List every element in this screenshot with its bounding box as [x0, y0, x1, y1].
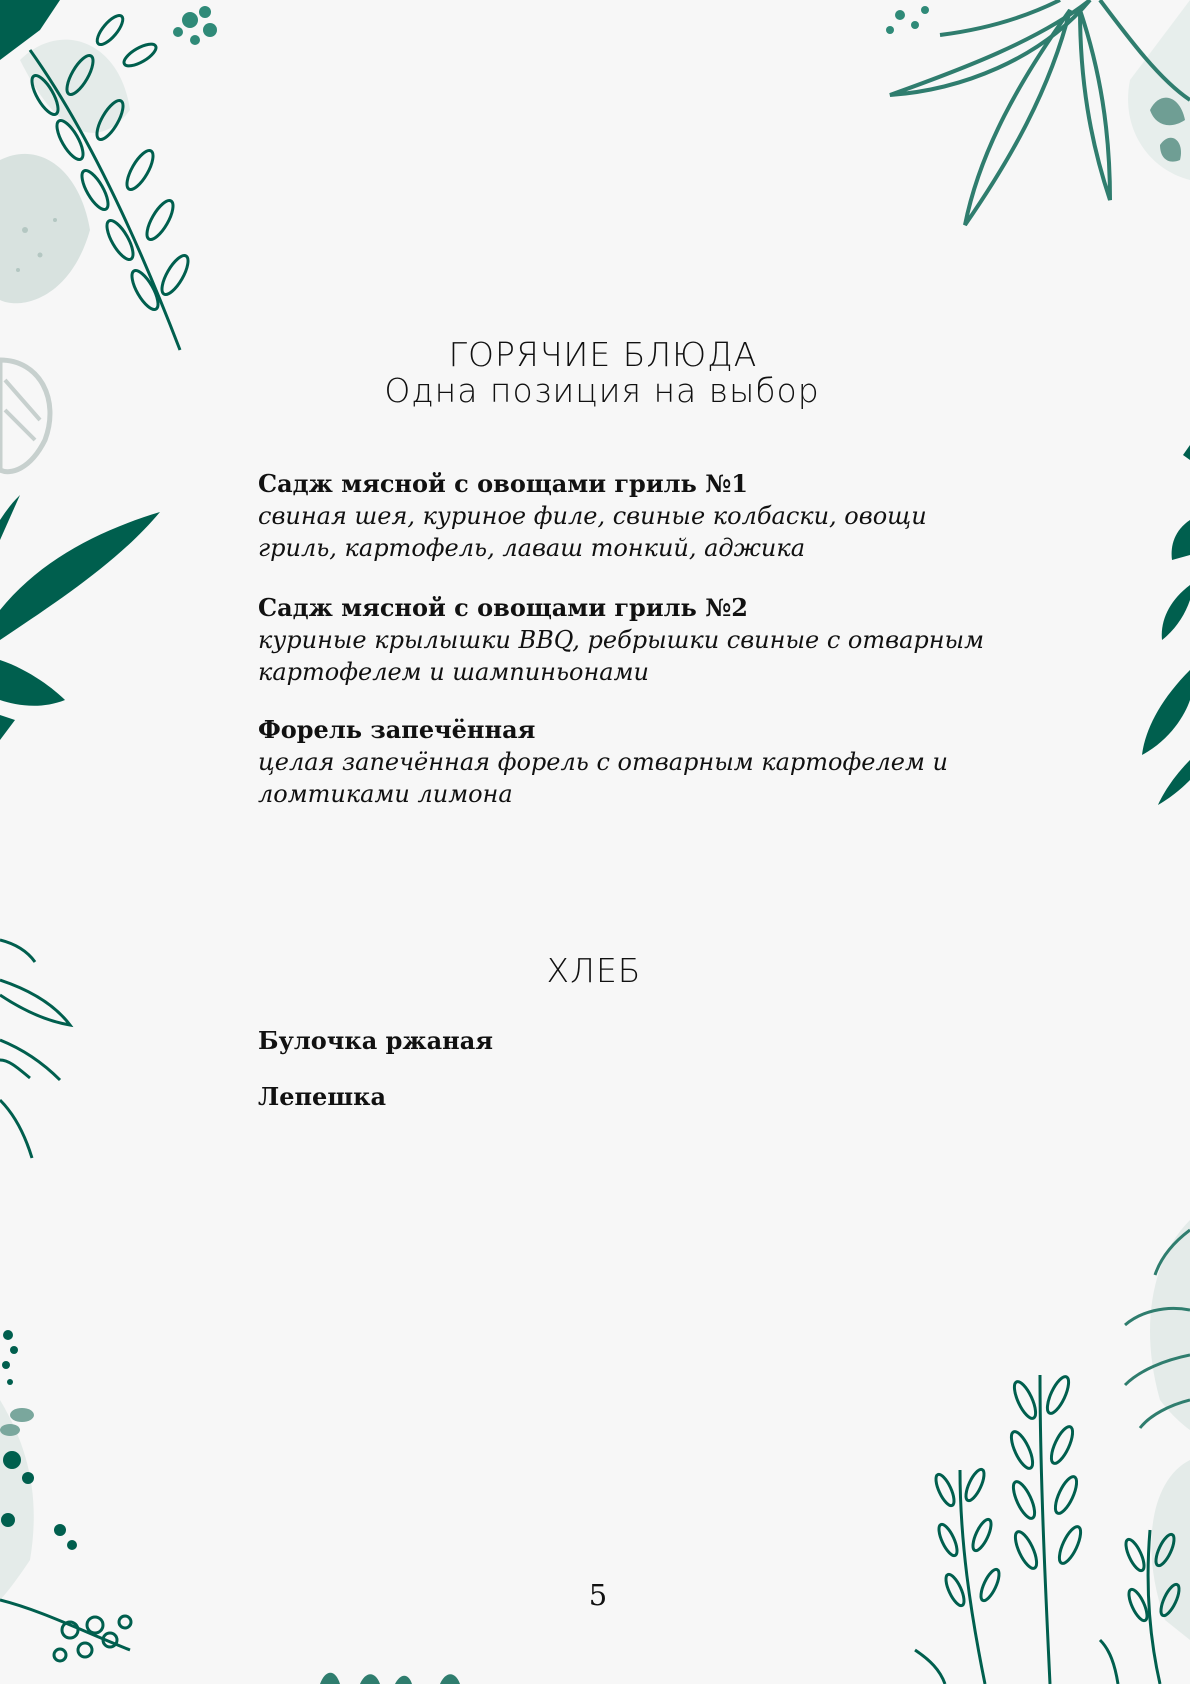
dish-item-trout: [258, 714, 1058, 810]
dish-name: Булочка ржаная: [258, 1026, 494, 1055]
bread-item-rye-bun: [258, 1025, 1058, 1057]
bottom-right-foliage-icon: [915, 1220, 1190, 1684]
bread-title: ХЛЕБ: [546, 951, 642, 990]
hot-dishes-title: ГОРЯЧИЕ БЛЮДА: [448, 335, 758, 374]
dish-description: свиная шея, куриное филе, свиные колбаски, овощи гриль, картофель, лаваш тонкий, аджика: [258, 502, 927, 562]
dish-name: Форель запечённая: [258, 715, 536, 744]
dish-name: Лепешка: [258, 1082, 387, 1111]
bread-item-flatbread: [258, 1081, 1058, 1113]
dish-name: Садж мясной с овощами гриль №2: [258, 593, 748, 622]
dish-item-saj-1: [258, 468, 1058, 564]
dish-description: целая запечённая форель с отварным картофелем и ломтиками лимона: [258, 748, 948, 808]
dish-name: Садж мясной с овощами гриль №1: [258, 469, 748, 498]
dish-item-saj-2: [258, 592, 1058, 688]
right-middle-leaves-icon: [1142, 445, 1190, 805]
page-number: 5: [588, 1578, 608, 1612]
hot-dishes-subtitle: Одна позиция на выбор: [384, 371, 820, 410]
top-right-foliage-icon: [886, 0, 1190, 225]
dish-description: куриные крылышки BBQ, ребрышки свиные с отварным картофелем и шампиньонами: [258, 626, 984, 686]
left-middle-leaves-icon: [0, 495, 160, 740]
bottom-left-foliage-icon: [0, 1330, 460, 1684]
